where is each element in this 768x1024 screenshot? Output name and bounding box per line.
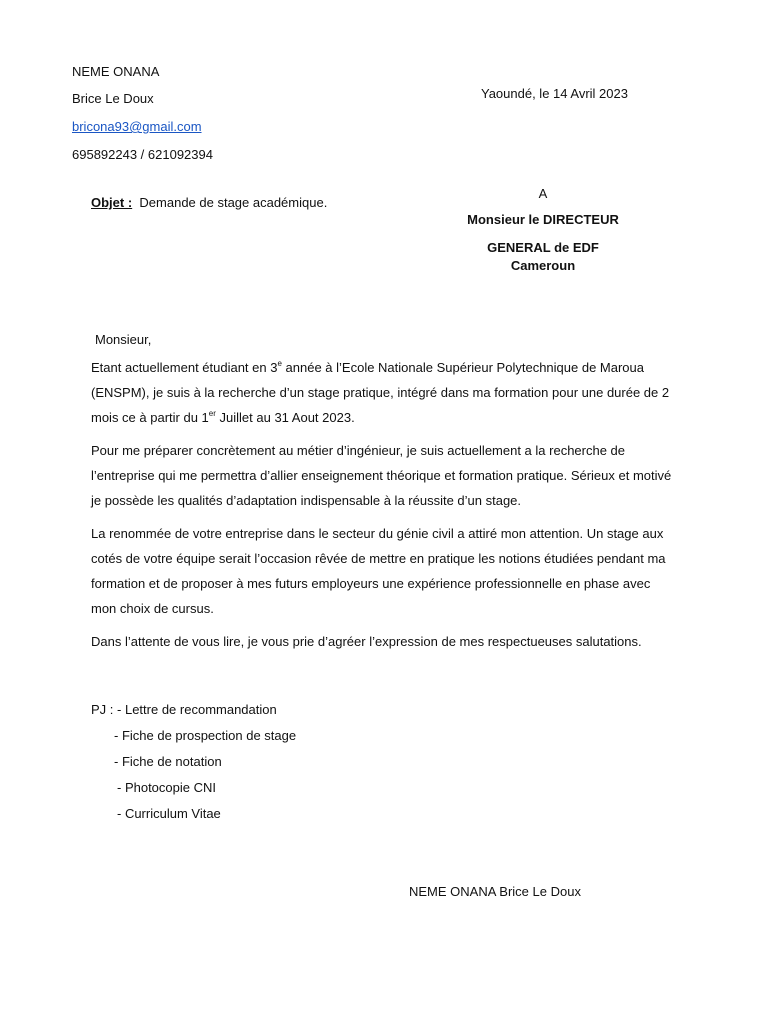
attachment-item: - Fiche de notation: [114, 754, 222, 769]
subject-text: Demande de stage académique.: [139, 195, 328, 210]
body-paragraph-2: Pour me préparer concrètement au métier d’ingénieur, je suis actuellement a la recherche de l’entreprise qui me permettra d’allier enseignement théorique et formation pratique. Sérieux et motivé je possède les qualités d’adaptation indispensable à la réussite d’un stage.: [91, 443, 672, 508]
signature-name: NEME ONANA Brice Le Doux: [409, 884, 581, 899]
paragraph1-part-a: Etant actuellement étudiant en 3: [91, 360, 278, 375]
sender-phones: 695892243 / 621092394: [72, 147, 213, 162]
attachment-item: - Fiche de prospection de stage: [114, 728, 297, 743]
attachments-first-line: [91, 702, 277, 717]
sender-name-line1: NEME ONANA: [72, 64, 160, 79]
ordinal-superscript: er: [208, 408, 216, 418]
sender-email-link[interactable]: bricona93@gmail.com: [72, 119, 202, 134]
body-paragraph-3: La renommée de votre entreprise dans le secteur du génie civil a attiré mon attention. Un stage aux cotés de votre équipe serait l’occasion rêvée de mettre en pratique les notions étudiées pendant ma formation et de proposer à mes futurs employeurs une expérience professionnelle en phase avec mon choix de cursus.: [91, 526, 666, 616]
date-line: Yaoundé, le 14 Avril 2023: [481, 86, 628, 101]
paragraph1-part-b: année à l’Ecole Nationale Supérieur Polytechnique de Maroua (ENSPM), je suis à la recherche d’un stage pratique, intégré dans ma formation pour une durée de 2 mois ce à partir du 1: [91, 360, 670, 425]
recipient-prefix: A: [538, 186, 548, 201]
subject-label: Objet :: [91, 195, 133, 210]
ordinal-superscript: e: [277, 358, 282, 368]
paragraph1-part-c: Juillet au 31 Aout 2023.: [215, 410, 355, 425]
recipient-line1: Monsieur le DIRECTEUR: [467, 212, 619, 227]
attachment-item: - Photocopie CNI: [117, 780, 216, 795]
body-paragraph-4: Dans l’attente de vous lire, je vous prie d’agréer l’expression de mes respectueuses salutations.: [91, 634, 642, 649]
subject-line: [91, 195, 327, 210]
body-paragraph-1: [91, 355, 676, 430]
attachment-item: - Lettre de recommandation: [117, 702, 277, 717]
sender-name-line2: Brice Le Doux: [72, 91, 154, 106]
recipient-line2: GENERAL de EDF: [487, 240, 599, 255]
recipient-line3: Cameroun: [510, 258, 576, 273]
attachment-item: - Curriculum Vitae: [117, 806, 221, 821]
attachments-label: PJ :: [91, 702, 114, 717]
salutation: Monsieur,: [95, 332, 152, 347]
